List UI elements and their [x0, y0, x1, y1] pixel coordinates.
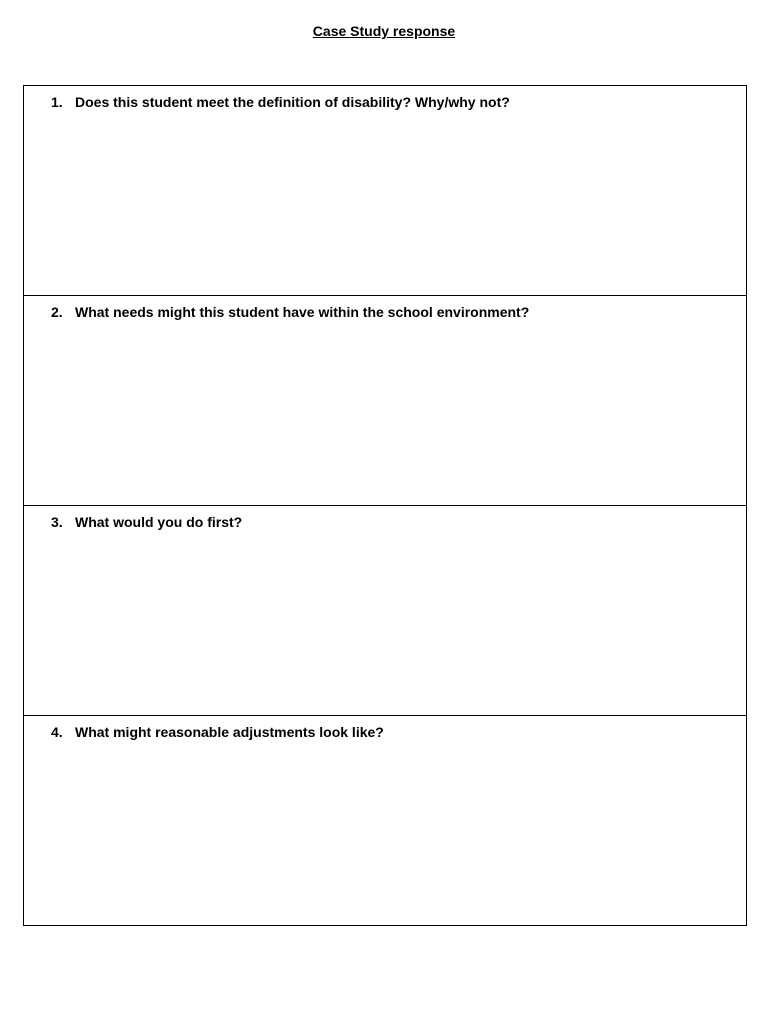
answer-area-1[interactable] [28, 116, 742, 291]
question-number: 3. [51, 514, 63, 530]
question-row-2 [24, 295, 746, 505]
response-table [23, 85, 747, 926]
question-4 [51, 724, 736, 741]
question-number: 1. [51, 94, 63, 110]
question-number: 4. [51, 724, 63, 740]
answer-area-3[interactable] [28, 536, 742, 711]
question-text: What might reasonable adjustments look like? [75, 724, 384, 740]
question-number: 2. [51, 304, 63, 320]
answer-area-4[interactable] [28, 746, 742, 921]
question-3 [51, 514, 736, 531]
question-1 [51, 94, 736, 111]
question-row-3 [24, 505, 746, 715]
question-row-4 [24, 715, 746, 925]
question-2 [51, 304, 736, 321]
answer-area-2[interactable] [28, 326, 742, 501]
question-text: Does this student meet the definition of disability? Why/why not? [75, 94, 510, 110]
page-title: Case Study response [312, 23, 456, 39]
question-text: What needs might this student have within the school environment? [75, 304, 530, 320]
question-text: What would you do first? [75, 514, 243, 530]
question-row-1 [24, 86, 746, 295]
